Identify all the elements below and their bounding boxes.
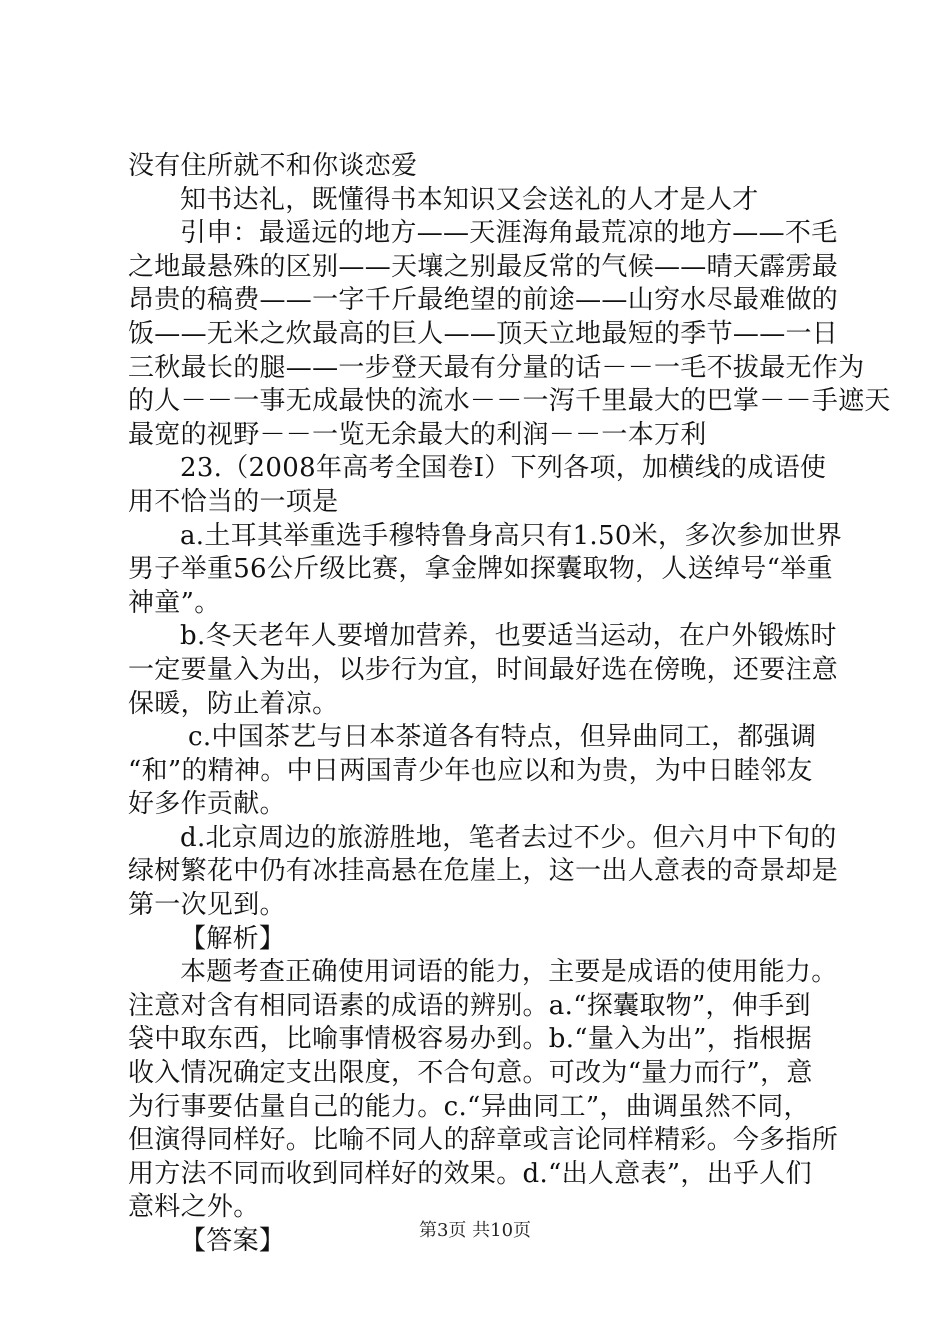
text-line: 第一次见到。	[128, 890, 286, 921]
text-line: 但演得同样好。比喻不同人的辞章或言论同样精彩。今多指所	[128, 1125, 839, 1156]
text-line: 的人－－一事无成最快的流水－－一泻千里最大的巴掌－－手遮天	[128, 386, 891, 417]
text-line: 收入情况确定支出限度，不合句意。可改为“量力而行”，意	[128, 1058, 813, 1089]
text-line: 三秋最长的腿——一步登天最有分量的话－－一毛不拔最无作为	[128, 352, 865, 383]
answer-heading: 【答案】	[180, 1226, 286, 1256]
text-line: “和”的精神。中日两国青少年也应以和为贵，为中日睦邻友	[128, 755, 813, 786]
text-line: 好多作贡献。	[128, 789, 286, 820]
page-number: 第3页 共10页	[418, 1220, 532, 1241]
text-line: 用不恰当的一项是	[128, 486, 339, 517]
text-line: 保暖，防止着凉。	[128, 688, 339, 719]
text-line: 之地最悬殊的区别——天壤之别最反常的气候——晴天霹雳最	[128, 251, 839, 282]
text-line: 男子举重56公斤级比赛，拿金牌如探囊取物，人送绰号“举重	[128, 554, 833, 585]
text-line: 神童”。	[128, 587, 221, 618]
option-d: d.北京周边的旅游胜地，笔者去过不少。但六月中下旬的	[180, 822, 837, 853]
option-a: a.土耳其举重选手穆特鲁身高只有1.50米，多次参加世界	[180, 520, 843, 551]
text-line: 用方法不同而收到同样好的效果。d.“出人意表”，出乎人们	[128, 1158, 812, 1189]
text-line: 最宽的视野－－一览无余最大的利润－－一本万利	[128, 419, 707, 450]
question-heading: 23.（2008年高考全国卷Ⅰ）下列各项，加横线的成语使	[180, 453, 827, 484]
text-line: 引申：最遥远的地方——天涯海角最荒凉的地方——不毛	[180, 218, 838, 249]
text-line: 注意对含有相同语素的成语的辨别。a.“探囊取物”，伸手到	[128, 990, 811, 1021]
text-line: 袋中取东西，比喻事情极容易办到。b.“量入为出”，指根据	[128, 1024, 812, 1055]
text-line: 绿树繁花中仍有冰挂高悬在危崖上，这一出人意表的奇景却是	[128, 856, 839, 887]
page-body	[128, 150, 891, 1259]
text-line: 知书达礼，既懂得书本知识又会送礼的人才是人才	[180, 184, 759, 215]
analysis-heading: 【解析】	[180, 923, 286, 954]
text-line: 昂贵的稿费——一字千斤最绝望的前途——山穷水尽最难做的	[128, 285, 839, 316]
analysis-text: 本题考查正确使用词语的能力，主要是成语的使用能力。	[180, 957, 838, 988]
text-line: 没有住所就不和你谈恋爱	[128, 151, 418, 181]
text-line: 饭——无米之炊最高的巨人——顶天立地最短的季节——一日	[128, 318, 839, 349]
text-line: 意料之外。	[128, 1192, 260, 1223]
option-c: c.中国茶艺与日本茶道各有特点，但异曲同工，都强调	[188, 722, 817, 753]
text-line: 一定要量入为出，以步行为宜，时间最好选在傍晚，还要注意	[128, 654, 839, 685]
text-line: 为行事要估量自己的能力。c.“异曲同工”，曲调虽然不同，	[128, 1091, 810, 1122]
option-b: b.冬天老年人要增加营养，也要适当运动，在户外锻炼时	[180, 621, 837, 652]
